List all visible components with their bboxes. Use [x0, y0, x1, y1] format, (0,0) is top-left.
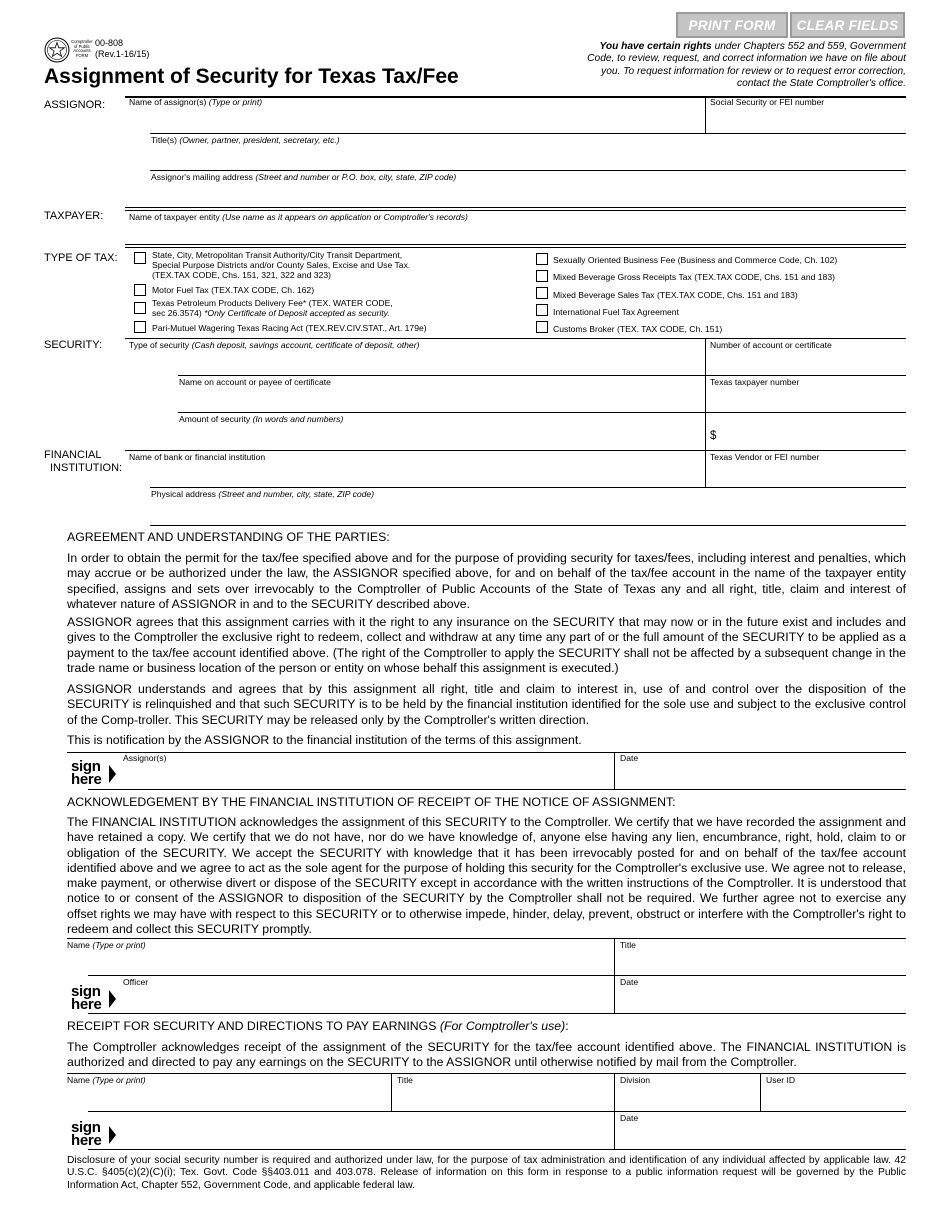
security-amount-label: Amount of security (In words and numbers)	[179, 414, 344, 424]
tax-mixed-bev-gross-label: Mixed Beverage Gross Receipts Tax (TEX.TAX CODE, Chs. 151 and 183)	[553, 272, 835, 282]
disclosure-text: Disclosure of your social security number is required and authorized under law, for the purpose of tax administration and identification of any individual affected by applicable law. 42 U.S.C. §405(c)(2)(C)(i); Tex. Govt. Code §§403.011 and 403.078. Release of information on this form in response to a public information request will be governed by the Public Information Act, Chapter 552, Government Code, and applicable federal law.	[67, 1155, 906, 1191]
officer-signature-field[interactable]	[123, 988, 612, 1012]
taxpayer-section-label: TAXPAYER:	[44, 210, 104, 222]
comptroller-signature-field[interactable]	[123, 1113, 612, 1147]
sign-here-arrow-icon	[109, 1126, 116, 1144]
fi-name-label: Name (Type or print)	[67, 940, 146, 950]
assignor-title-label: Title(s) (Owner, partner, president, secretary, etc.)	[151, 135, 340, 145]
tax-ifta-label: International Fuel Tax Agreement	[553, 307, 679, 317]
account-number-field[interactable]	[708, 351, 904, 374]
rights-notice	[586, 41, 906, 90]
taxpayer-name-label: Name of taxpayer entity (Use name as it appears on application or Comptroller's records)	[129, 212, 468, 222]
assignor-section-label: ASSIGNOR:	[44, 99, 106, 111]
division-field[interactable]	[620, 1086, 758, 1109]
assignor-ssn-label: Social Security or FEI number	[710, 97, 825, 107]
account-number-label: Number of account or certificate	[710, 340, 832, 350]
receipt-paragraph: The Comptroller acknowledges receipt of the assignment of the SECURITY for the tax/fee account identified above. The FINANCIAL INSTITUTION is authorized and directed to pay any earnings on the SECURITY to the ASSIGNOR until otherwise notified by mail from the Comptroller.	[67, 1040, 906, 1070]
comptroller-date-field[interactable]	[620, 1124, 904, 1147]
comptroller-title-label: Title	[397, 1075, 413, 1085]
sign-here-arrow-icon	[109, 990, 116, 1008]
fi-title-label: Title	[620, 940, 636, 950]
texas-taxpayer-number-label: Texas taxpayer number	[710, 377, 800, 387]
tax-motor-fuel-label: Motor Fuel Tax (TEX.TAX CODE, Ch. 162)	[152, 285, 315, 295]
user-id-label: User ID	[766, 1075, 796, 1085]
officer-signature-label: Officer	[123, 977, 149, 987]
assignor-name-label: Name of assignor(s) (Type or print)	[129, 97, 263, 107]
bank-name-label: Name of bank or financial institution	[129, 452, 266, 462]
clear-fields-button[interactable]: CLEAR FIELDS	[790, 12, 905, 38]
rights-notice-text: under Chapters 552 and 559, Government Code, to review, request, and correct information we have on file about you. To request information for review or to request error correction, contact the State Comptroller's office.	[587, 41, 906, 89]
comptroller-seal-icon	[44, 37, 70, 63]
tax-petroleum-label: Texas Petroleum Products Delivery Fee* (TEX. WATER CODE, sec 26.3574) *Only Certificate of Deposit accepted as security.	[152, 298, 393, 318]
receipt-heading: RECEIPT FOR SECURITY AND DIRECTIONS TO PAY EARNINGS (For Comptroller's use):	[67, 1019, 569, 1033]
page-title: Assignment of Security for Texas Tax/Fee	[44, 65, 459, 88]
comptroller-name-field[interactable]	[67, 1086, 389, 1109]
tax-ifta-checkbox[interactable]	[536, 304, 548, 316]
currency-symbol: $	[710, 430, 717, 442]
sign-here-marker: sign here	[71, 985, 102, 1011]
tax-sexually-oriented-label: Sexually Oriented Business Fee (Business and Commerce Code, Ch. 102)	[553, 255, 838, 265]
payee-name-label: Name on account or payee of certificate	[179, 377, 331, 387]
institution-section-label: INSTITUTION:	[50, 462, 123, 474]
bank-name-field[interactable]	[129, 463, 703, 486]
fi-title-field[interactable]	[620, 951, 904, 974]
assignor-ssn-field[interactable]	[708, 108, 904, 132]
acknowledgement-heading: ACKNOWLEDGEMENT BY THE FINANCIAL INSTITUTION OF RECEIPT OF THE NOTICE OF ASSIGNMENT:	[67, 795, 676, 809]
tax-mixed-bev-gross-checkbox[interactable]	[536, 270, 548, 282]
security-amount-field[interactable]	[720, 425, 904, 449]
tax-mixed-bev-sales-checkbox[interactable]	[536, 287, 548, 299]
sign-here-arrow-icon	[109, 765, 116, 783]
physical-address-field[interactable]	[151, 500, 905, 524]
tax-customs-broker-checkbox[interactable]	[536, 321, 548, 333]
officer-date-label: Date	[620, 977, 639, 987]
form-revision: (Rev.1-16/15)	[95, 49, 150, 59]
assignor-date-field[interactable]	[620, 764, 904, 787]
security-type-label: Type of security (Cash deposit, savings account, certificate of deposit, other)	[129, 340, 420, 350]
tax-pari-mutuel-checkbox[interactable]	[134, 321, 146, 333]
comptroller-date-label: Date	[620, 1113, 639, 1123]
tax-petroleum-checkbox[interactable]	[134, 302, 146, 314]
acknowledgement-paragraph: The FINANCIAL INSTITUTION acknowledges the assignment of this SECURITY to the Comptroller. We certify that we have recorded the assignment and have retained a copy. We certify that we do not have, nor do we have knowledge of, anyone else having any lien, encumbrance, right, hold, claim to or obligation of the SECURITY. We accept the SECURITY with knowledge that it has been irrevocably posted for and on behalf of the tax/fee account identified above and we agree to act as the sole agent for the purpose of holding this security for the Comptroller's exclusive use. We agree not to release, make payment, or otherwise divert or dispose of the SECURITY except in accordance with the written instructions of the Comptroller. It is understood that notice to or consent of the ASSIGNOR to disposition of the SECURITY by the Comptroller shall not be required. We further agree not to exercise any offset rights we may have with respect to this SECURITY or to otherwise impede, hinder, delay, prevent, obstruct or interfere with the Comptroller's right to redeem and collect this SECURITY promptly.	[67, 815, 906, 937]
agreement-paragraph-2: ASSIGNOR agrees that this assignment carries with it the right to any insurance on the SECURITY that may now or in the future exist and includes and gives to the Comptroller the exclusive right to redeem, collect and withdraw at any time any part of or the full amount of the SECURITY to be applied as a payment to the tax/fee account identified above. (The right of the Comptroller to apply the SECURITY shall not be affected by a subsequent change in the trade name or business location of the person or entity on whose behalf this assignment is executed.)	[67, 615, 906, 675]
sign-here-marker: sign here	[71, 1121, 102, 1147]
taxpayer-name-field[interactable]	[129, 223, 905, 243]
security-type-field[interactable]	[129, 351, 703, 374]
agreement-heading: AGREEMENT AND UNDERSTANDING OF THE PARTIES:	[67, 530, 390, 544]
tax-sales-use-checkbox[interactable]	[134, 252, 146, 264]
tax-mixed-bev-sales-label: Mixed Beverage Sales Tax (TEX.TAX CODE, Chs. 151 and 183)	[553, 290, 798, 300]
tax-sexually-oriented-checkbox[interactable]	[536, 253, 548, 265]
assignor-address-label: Assignor's mailing address (Street and number or P.O. box, city, state, ZIP code)	[151, 172, 457, 182]
financial-section-label: FINANCIAL	[44, 449, 102, 461]
physical-address-label: Physical address (Street and number, city, state, ZIP code)	[151, 489, 375, 499]
assignor-signature-label: Assignor(s)	[123, 753, 167, 763]
fi-name-field[interactable]	[67, 951, 612, 974]
security-amount-words-field[interactable]	[179, 425, 703, 449]
assignor-signature-field[interactable]	[123, 764, 612, 787]
tax-pari-mutuel-label: Pari-Mutuel Wagering Texas Racing Act (TEX.REV.CIV.STAT., Art. 179e)	[152, 323, 427, 333]
tax-sales-use-label: State, City, Metropolitan Transit Authority/City Transit Department, Special Purpose Districts and/or County Sales, Excise and Use Tax. (TEX.TAX CODE, Chs. 151, 321, 322 and 323)	[152, 250, 411, 280]
assignor-title-field[interactable]	[151, 146, 905, 169]
texas-taxpayer-number-field[interactable]	[708, 388, 904, 411]
vendor-number-field[interactable]	[708, 463, 904, 486]
tax-customs-broker-label: Customs Broker (TEX. TAX CODE, Ch. 151)	[553, 324, 723, 334]
security-section-label: SECURITY:	[44, 339, 103, 351]
agreement-paragraph-3: ASSIGNOR understands and agrees that by this assignment all right, title and claim to interest in, use of and control over the disposition of the SECURITY is relinquished and that such SECURITY is to be held by the financial institution identified for the sole use and subject to the exclusive control of the Comp-troller. This SECURITY may be released only by the Comptroller's written direction.	[67, 682, 906, 727]
officer-date-field[interactable]	[620, 988, 904, 1012]
print-form-button[interactable]: PRINT FORM	[676, 12, 788, 38]
payee-name-field[interactable]	[179, 388, 703, 411]
user-id-field[interactable]	[766, 1086, 904, 1109]
vendor-number-label: Texas Vendor or FEI number	[710, 452, 820, 462]
type-of-tax-section-label: TYPE OF TAX:	[44, 252, 118, 264]
form-number: 00-808	[95, 38, 124, 48]
comptroller-title-field[interactable]	[397, 1086, 612, 1109]
division-label: Division	[620, 1075, 651, 1085]
sign-here-marker: sign here	[71, 760, 102, 786]
rights-notice-bold: You have certain rights	[599, 41, 712, 52]
assignor-address-field[interactable]	[151, 183, 905, 206]
agreement-paragraph-1: In order to obtain the permit for the tax/fee specified above and for the purpose of providing security for taxes/fees, including interest and penalties, which may accrue or be authorized under the law, the ASSIGNOR specified above, for and on behalf of the tax/fee account in the name of the taxpayer entity specified, assigns and sets over irrevocably to the Comptroller of Public Accounts of the State of Texas any and all right, title, claim and interest of whatever nature of ASSIGNOR in and to the SECURITY described above.	[67, 551, 906, 611]
tax-motor-fuel-checkbox[interactable]	[134, 284, 146, 296]
comptroller-name-label: Name (Type or print)	[67, 1075, 146, 1085]
assignor-date-label: Date	[620, 753, 639, 763]
comptroller-logo-text: Comptroller of Public Accounts FORM	[71, 39, 93, 58]
agreement-paragraph-4: This is notification by the ASSIGNOR to the financial institution of the terms of this assignment.	[67, 733, 582, 747]
assignor-name-field[interactable]	[129, 108, 703, 132]
